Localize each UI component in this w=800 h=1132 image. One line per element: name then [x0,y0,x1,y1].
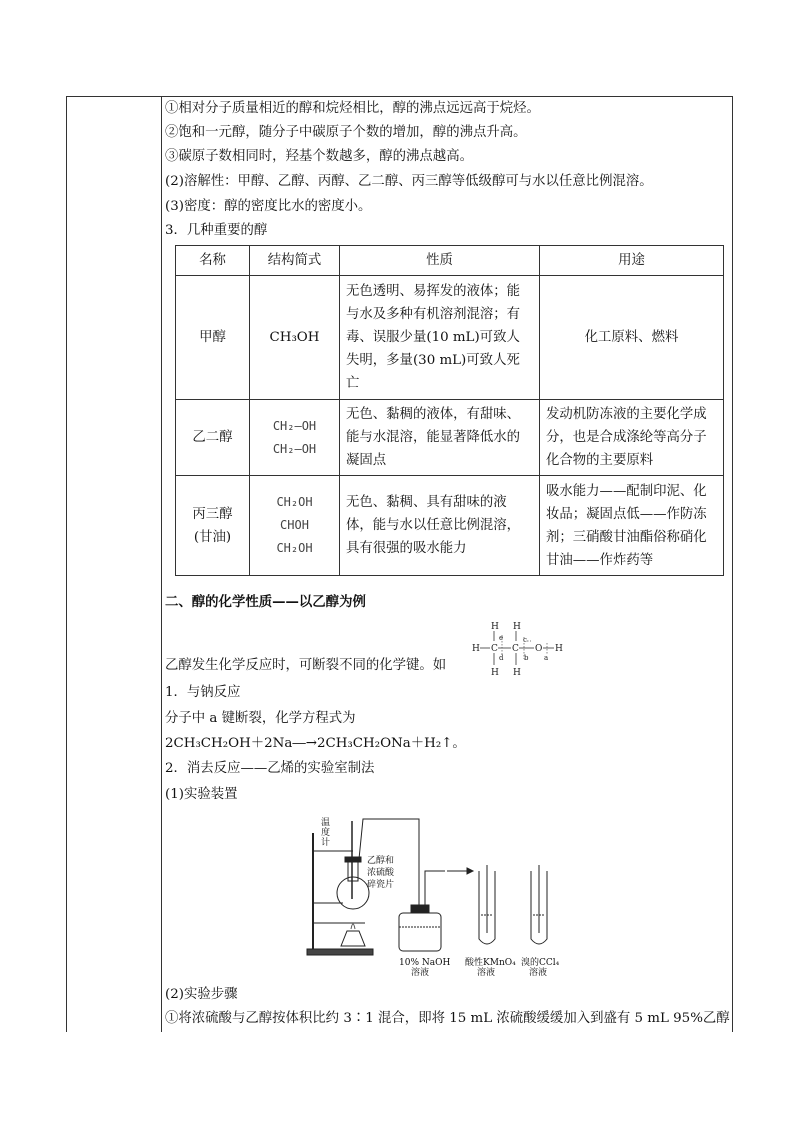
label-C: C [512,644,519,654]
section-title-2: 二、醇的化学性质——以乙醇为例 [165,595,366,610]
cell-formula [250,476,340,576]
cell-formula [250,400,340,476]
cell-name [176,476,250,576]
content-column [165,97,730,1032]
bottle-label: 溶液 [411,968,430,977]
tube1-label: 酸性KMnO₄ [465,958,516,968]
formula-line: CH₂—OH [272,418,317,433]
text-line-1: ①相对分子质量相近的醇和烷烃相比，醇的沸点远远高于烷烃。 [165,101,540,116]
label-H: H [491,668,499,678]
cell-formula: CH₃OH [250,276,340,400]
cell-use: 发动机防冻液的主要化学成分，也是合成涤纶等高分子化合物的主要原料 [540,400,724,476]
thermometer-label: 度 [321,828,331,838]
sodium-text: 分子中 a 键断裂，化学方程式为 [165,711,356,726]
label-H: H [513,622,521,632]
tube1-label: 溶液 [477,968,496,977]
label-d: d [499,654,504,662]
header-name: 名称 [176,246,250,276]
flask-label: 浓硫酸 [367,868,395,878]
text-line-3: ③碳原子数相同时，羟基个数越多，醇的沸点越高。 [165,149,473,164]
label-H: H [472,644,480,654]
label-O: O [535,644,543,654]
label-c: c [523,636,527,644]
section-heading-3: 3．几种重要的醇 [165,223,268,238]
subheading-elimination: 2．消去反应——乙烯的实验室制法 [165,761,375,776]
header-property: 性质 [340,246,540,276]
apparatus-title: (1)实验装置 [165,787,238,802]
cell-property: 无色、黏稠、具有甜味的液体，能与水以任意比例混溶，具有很强的吸水能力 [340,476,540,576]
name-line: 丙三醇 [192,506,233,522]
flask-label: 碎瓷片 [367,880,395,890]
table-row-glycerol [176,476,724,576]
cell-name: 乙二醇 [176,400,250,476]
steps-title: (2)实验步骤 [165,987,238,1002]
left-column [67,97,162,1032]
ethanol-structure-diagram [471,619,567,679]
tube2-label: 溴的CCl₄ [521,958,560,968]
formula-line: CH₂—OH [272,441,317,456]
label-b: b [524,654,529,662]
table-header-row [176,246,724,276]
thermometer-label: 温 [321,818,331,828]
apparatus-diagram [301,811,587,977]
formula-line: CH₂OH [276,495,313,509]
intro-text: 乙醇发生化学反应时，可断裂不同的化学键。如 [165,658,447,673]
cell-use: 吸水能力——配制印泥、化妆品；凝固点低——作防冻剂；三硝酸甘油酯俗称硝化甘油——作炸药等 [540,476,724,576]
text-line-5: (3)密度：醇的密度比水的密度小。 [165,199,372,214]
bottle-label: 10% NaOH [399,958,451,968]
label-C: C [491,644,498,654]
reaction-equation: 2CH₃CH₂OH＋2Na―→2CH₃CH₂ONa＋H₂↑。 [165,736,466,751]
header-use: 用途 [540,246,724,276]
header-formula: 结构简式 [250,246,340,276]
cell-name: 甲醇 [176,276,250,400]
label-H: H [555,644,563,654]
table-row-ethylene-glycol [176,400,724,476]
alcohol-table [175,245,724,576]
formula-line: CH₂OH [276,541,313,555]
subheading-sodium: 1．与钠反应 [165,685,241,700]
text-line-2: ②饱和一元醇，随分子中碳原子个数的增加，醇的沸点升高。 [165,125,527,140]
label-a: a [544,654,549,662]
cell-property: 无色透明、易挥发的液体；能与水及多种有机溶剂混溶；有毒、误服少量(10 mL)可致人失明，多量(30 mL)可致人死亡 [340,276,540,400]
flask-label: 乙醇和 [367,856,395,866]
tube2-label: 溶液 [529,968,548,977]
page-frame [66,96,733,1032]
text-line-4: (2)溶解性：甲醇、乙醇、丙醇、乙二醇、丙三醇等低级醇可与水以任意比例混溶。 [165,174,653,189]
label-e: e [499,634,504,642]
formula-line: CHOH [280,518,309,532]
table-row-methanol [176,276,724,400]
label-H: H [513,668,521,678]
step-1: ①将浓硫酸与乙醇按体积比约 3∶1 混合，即将 15 mL 浓硫酸缓缓加入到盛有 5 mL 95%乙醇 [165,1011,730,1026]
name-line: (甘油) [193,529,232,545]
thermometer-label: 计 [321,838,331,848]
label-H: H [491,622,499,632]
cell-property: 无色、黏稠的液体，有甜味、能与水混溶，能显著降低水的凝固点 [340,400,540,476]
cell-use: 化工原料、燃料 [540,276,724,400]
